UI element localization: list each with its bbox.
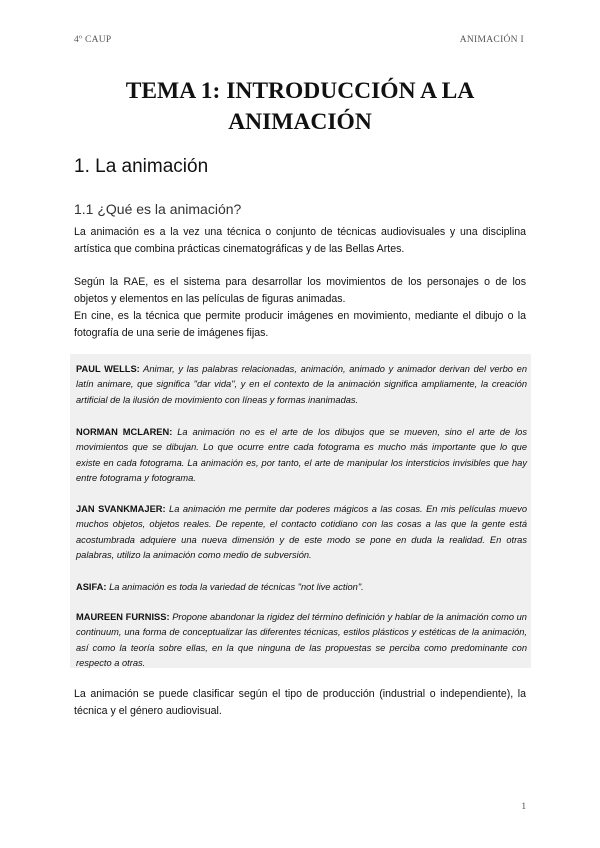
section-heading: 1. La animación [74, 156, 209, 177]
document-title [74, 76, 526, 138]
paragraph-definition: La animación es a la vez una técnica o conjunto de técnicas audiovisuales y una disciplina artística que combina prácticas cinematográficas y de las Bellas Artes. [74, 226, 526, 255]
quote-text: Animar, y las palabras relacionadas, animación, animado y animador derivan del verbo en latín animare, que significa "dar vida", y en el contexto de la animación significa ampliamente, la creación artificial de la ilusión de movimiento con líneas y formas inanimadas. [76, 364, 527, 405]
quote-maureen-furniss [76, 610, 527, 671]
quote-text: Propone abandonar la rigidez del término definición y hablar de la animación como un continuum, una forma de conceptualizar las diferentes técnicas, estilos plásticos y estéticas de la animación, así como la teoría sobre ellas, en la que ninguna de las propuestas se perciba como predominante con respecto a otras. [76, 612, 527, 668]
quote-paul-wells [76, 362, 527, 408]
quote-text: La animación no es el arte de los dibujos que se mueven, sino el arte de los movimientos que se dibujan. Lo que ocurre entre cada fotograma es mucho más importante que lo que existe en cada fotograma. La animación es, por tanto, el arte de manipular los intersticios invisibles que hay entre fotograma y fotograma. [76, 427, 527, 483]
quote-jan-svankmajer [76, 502, 527, 563]
quote-author: MAUREEN FURNISS: [76, 612, 170, 622]
quote-text: La animación me permite dar poderes mágicos a las cosas. En mis películas muevo muchos objetos, objetos reales. De repente, el contacto cotidiano con las cosas a las que la gente está acostumbrada adquiere una nueva dimensión y de este modo se pone en duda la realidad. En otras palabras, utilizo la animación como medio de subversión. [76, 504, 527, 560]
quote-text: La animación es toda la variedad de técnicas "not live action". [106, 582, 364, 592]
quote-author: JAN SVANKMAJER: [76, 504, 166, 514]
quote-author: NORMAN MCLAREN: [76, 427, 173, 437]
quote-norman-mclaren [76, 425, 527, 486]
quote-author: PAUL WELLS: [76, 364, 140, 374]
page-number: 1 [521, 801, 526, 811]
paragraph-cinema: En cine, es la técnica que permite producir imágenes en movimiento, mediante el dibujo o la fotografía de una serie de imágenes fijas. [74, 310, 526, 339]
header-left-course: 4º CAUP [74, 35, 112, 45]
paragraph-rae: Según la RAE, es el sistema para desarrollar los movimientos de los personajes o de los objetos y elementos en las películas de figuras animadas. [74, 276, 526, 305]
quote-asifa [76, 580, 527, 595]
title-line-2: ANIMACIÓN [228, 109, 372, 135]
quote-author: ASIFA: [76, 582, 107, 592]
header-right-subject: ANIMACIÓN I [459, 35, 524, 45]
title-line-1: TEMA 1: INTRODUCCIÓN A LA [125, 78, 475, 104]
paragraph-classification: La animación se puede clasificar según el tipo de producción (industrial o independiente), la técnica y el género audiovisual. [74, 688, 526, 717]
subsection-heading: 1.1 ¿Qué es la animación? [74, 201, 242, 217]
